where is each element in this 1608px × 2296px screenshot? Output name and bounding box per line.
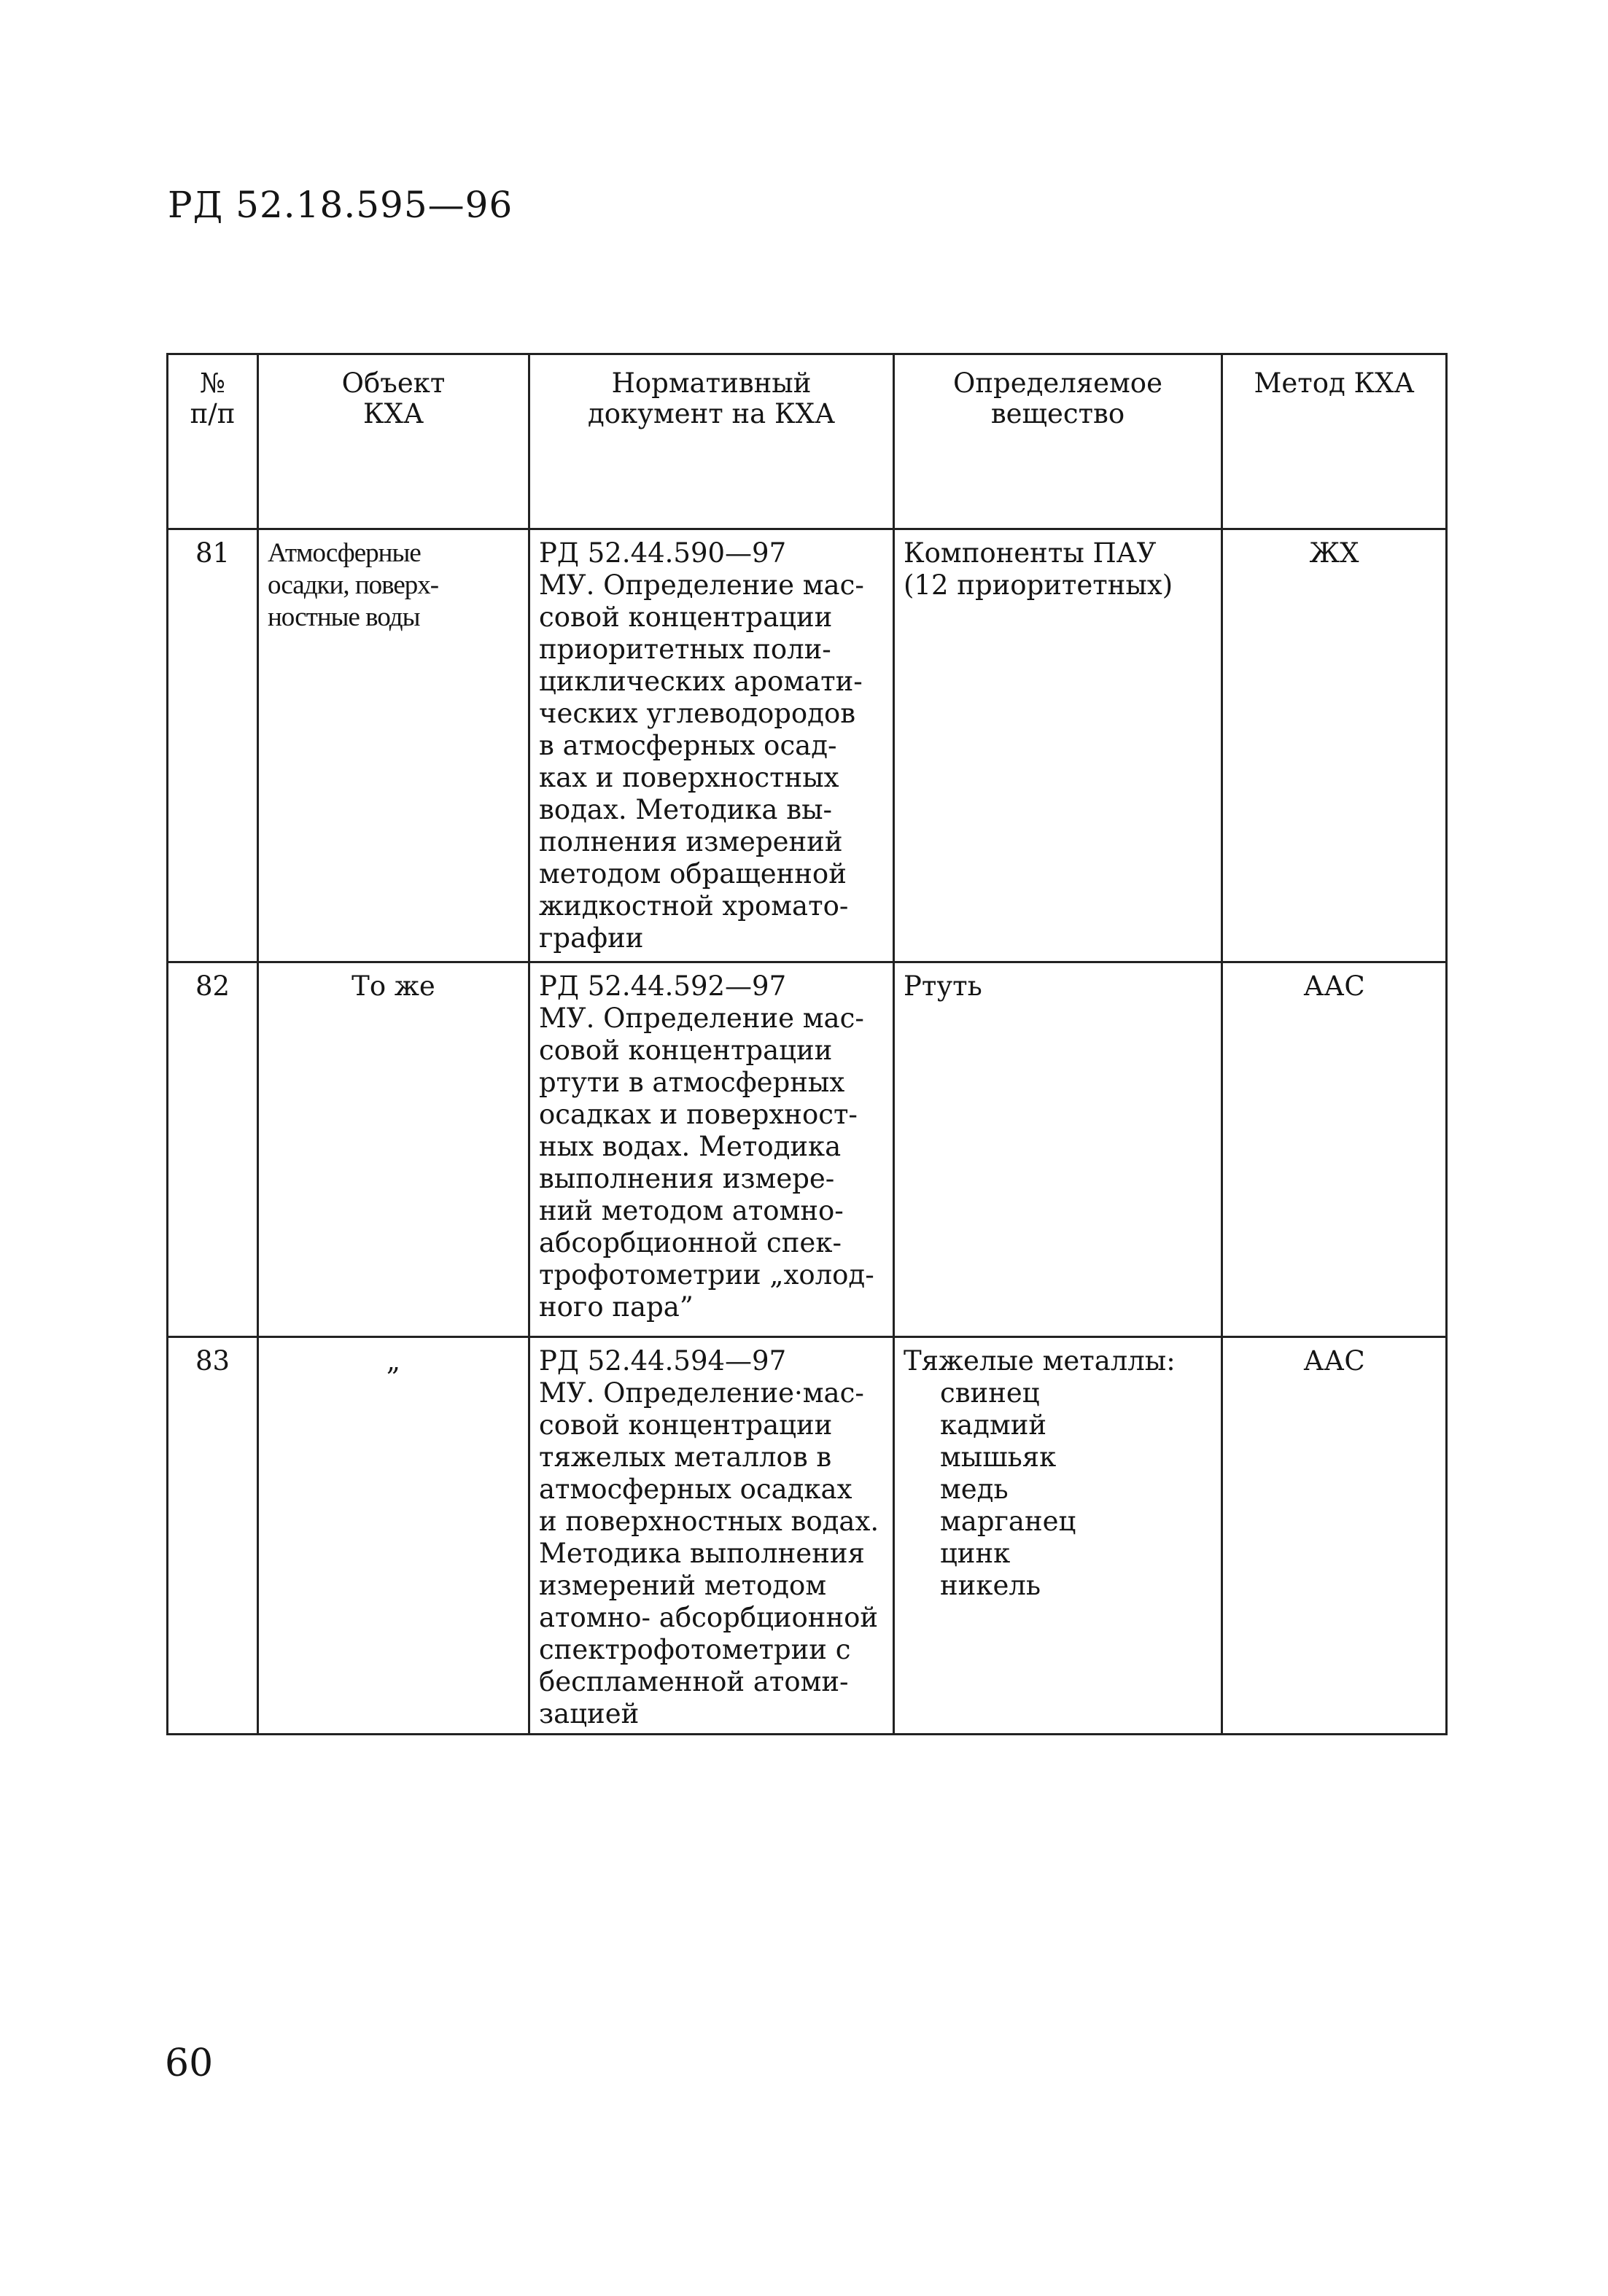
row-object [258, 1337, 529, 1735]
kha-methods-table [166, 353, 1448, 1735]
row-method: ЖХ [1222, 529, 1447, 962]
document-line: ческих углеводородов [539, 698, 856, 729]
document-line: измерений методом [539, 1570, 827, 1601]
object-ditto-mark: „ [386, 1345, 401, 1377]
document-line: тяжелых металлов в [539, 1441, 832, 1473]
table-row [168, 529, 1447, 962]
document-line: МУ. Определение мас- [539, 569, 864, 601]
header-method [1222, 354, 1447, 529]
row-substance [894, 962, 1222, 1337]
document-line: ного пара” [539, 1291, 694, 1323]
object-line: осадки, поверх- [268, 570, 439, 600]
substance-line: цинк [940, 1538, 1011, 1569]
row-method: ААС [1222, 962, 1447, 1337]
substance-line: кадмий [940, 1409, 1047, 1441]
document-line: совой концентрации [539, 1035, 833, 1066]
document-line: беспламенной атоми- [539, 1666, 849, 1697]
document-line: МУ. Определение·мас- [539, 1377, 864, 1409]
page-number: 60 [165, 2042, 214, 2085]
document-line: МУ. Определение мас- [539, 1003, 864, 1034]
substance-line: мышьяк [940, 1441, 1057, 1473]
document-line: совой концентрации [539, 1409, 833, 1441]
document-line: зацией [539, 1698, 640, 1729]
substance-line: медь [940, 1474, 1009, 1505]
header-document-line: Нормативный [611, 367, 812, 399]
row-object [258, 529, 529, 962]
row-substance [894, 529, 1222, 962]
row-object [258, 962, 529, 1337]
document-line: РД 52.44.590—97 [539, 537, 787, 569]
document-line: атомно- абсорбционной [539, 1602, 879, 1633]
header-substance-line: Определяемое [953, 367, 1162, 399]
header-substance [894, 354, 1222, 529]
row-number: 83 [168, 1337, 258, 1735]
document-code: РД 52.18.595—96 [168, 184, 513, 226]
document-line: РД 52.44.592—97 [539, 970, 787, 1002]
substance-line: свинец [940, 1377, 1040, 1409]
document-line: трофотометрии „холод- [539, 1259, 874, 1291]
document-line: полнения измерений [539, 826, 843, 857]
document-line: атмосферных осадках [539, 1474, 852, 1505]
row-document [529, 529, 894, 962]
object-line: ностные воды [268, 602, 420, 632]
header-document [529, 354, 894, 529]
document-line: графии [539, 922, 644, 954]
substance-line: Ртуть [904, 970, 982, 1002]
object-line: То же [351, 970, 435, 1002]
document-line: приоритетных поли- [539, 634, 831, 665]
header-num [168, 354, 258, 529]
document-line: методом обращенной [539, 858, 847, 890]
table-header-row [168, 354, 1447, 529]
document-line: спектрофотометрии с [539, 1634, 851, 1665]
header-substance-line: вещество [990, 398, 1125, 429]
document-line: абсорбционной спек- [539, 1227, 842, 1258]
substance-line: марганец [940, 1506, 1076, 1537]
header-num-line: п/п [190, 398, 236, 429]
document-line: в атмосферных осад- [539, 730, 837, 761]
header-object-line: КХА [363, 398, 424, 429]
row-method: ААС [1222, 1337, 1447, 1735]
substance-title: Тяжелые металлы: [904, 1345, 1176, 1377]
substance-line: никель [940, 1570, 1041, 1601]
header-object [258, 354, 529, 529]
document-line: ных водах. Методика [539, 1131, 842, 1162]
document-line: ртути в атмосферных [539, 1067, 845, 1098]
document-line: ках и поверхностных [539, 762, 839, 793]
document-line: Методика выполнения [539, 1538, 865, 1569]
row-substance [894, 1337, 1222, 1735]
table-row [168, 1337, 1447, 1735]
document-line: жидкостной хромато- [539, 890, 849, 922]
row-number: 82 [168, 962, 258, 1337]
substance-line: (12 приоритетных) [904, 569, 1173, 601]
document-line: РД 52.44.594—97 [539, 1345, 787, 1377]
row-document [529, 1337, 894, 1735]
document-line: и поверхностных водах. [539, 1506, 879, 1537]
header-method-line: Метод КХА [1254, 367, 1415, 399]
table-row [168, 962, 1447, 1337]
substance-line: Компоненты ПАУ [904, 537, 1157, 569]
header-document-line: документ на КХА [588, 398, 835, 429]
header-num-line: № [199, 367, 225, 399]
document-line: водах. Методика вы- [539, 794, 833, 825]
row-number: 81 [168, 529, 258, 962]
document-line: ний методом атомно- [539, 1195, 844, 1226]
document-line: циклических аромати- [539, 666, 863, 697]
object-line: Атмосферные [268, 538, 421, 568]
document-line: совой концентрации [539, 602, 833, 633]
document-line: осадках и поверхност- [539, 1099, 858, 1130]
row-document [529, 962, 894, 1337]
document-line: выполнения измере- [539, 1163, 835, 1194]
header-object-line: Объект [341, 367, 446, 399]
